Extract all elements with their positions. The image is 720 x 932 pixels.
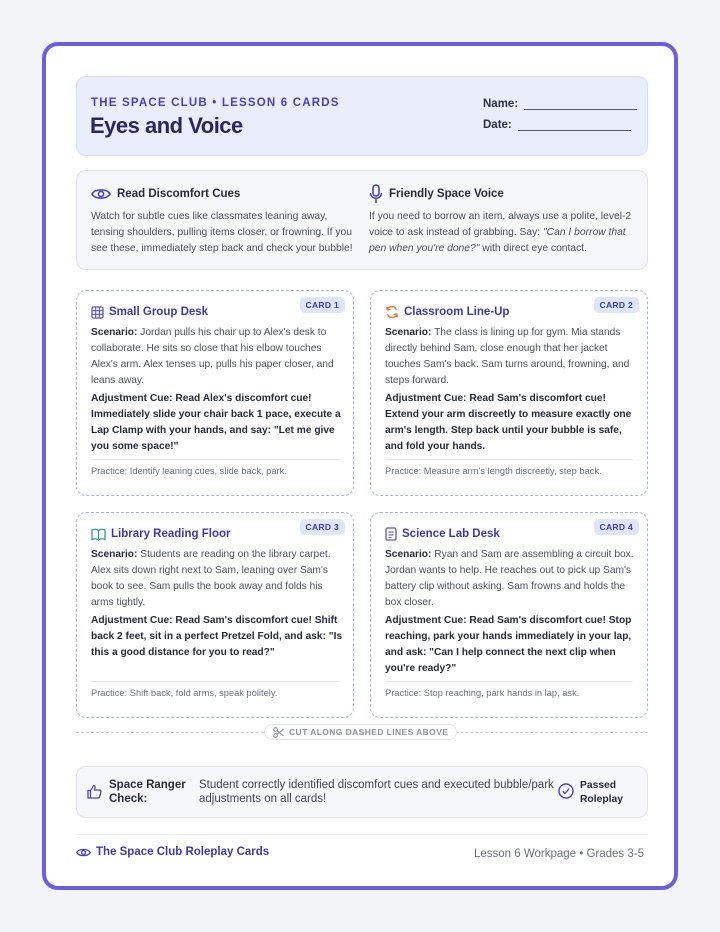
card-adjustment-cue: Adjustment Cue: Read Sam's discomfort cue! Extend your arm discreetly to measure exactly one arm's length. Step back until your bubble is safe, and fold your hands. — [385, 393, 632, 452]
tip-space-voice — [369, 183, 637, 257]
roleplay-card-4 — [370, 512, 648, 718]
card-practice: Practice: Identify leaning cues, slide back, park. — [91, 459, 339, 476]
thumbs-up-icon — [87, 784, 102, 799]
card-practice: Practice: Stop reaching, park hands in lap, ask. — [385, 681, 633, 698]
tip-body: If you need to borrow an item, always use a polite, level-2 voice to ask instead of grabbing. Say: "Can I borrow that pen when you're done?" with direct eye contact. — [369, 211, 632, 254]
tip-title: Friendly Space Voice — [389, 188, 504, 200]
scissors-icon — [273, 727, 284, 738]
card-adjustment-cue: Adjustment Cue: Read Sam's discomfort cue! Stop reaching, park your hands immediately in your lap, and ask: "Can I help connect the next clip when you're ready?" — [385, 615, 632, 674]
footer-brand: The Space Club Roleplay Cards — [96, 846, 270, 858]
page-title: Eyes and Voice — [90, 113, 243, 138]
card-scenario: Scenario: Students are reading on the library carpet. Alex sits down right next to Sam, leaning over Sam's book to see. Sam pulls the book away and folds his arms tightly. — [91, 549, 331, 608]
roleplay-card-2 — [370, 290, 648, 496]
date-line[interactable] — [518, 121, 631, 131]
card-practice: Practice: Measure arm's length discreetly, step back. — [385, 459, 633, 476]
microphone-icon — [369, 184, 383, 204]
roleplay-card-1 — [76, 290, 354, 496]
name-line[interactable] — [524, 100, 637, 110]
check-label: Space Ranger Check: — [109, 779, 186, 805]
card-scenario: Scenario: The class is lining up for gym. Mia stands directly behind Sam, close enough that her jacket touches Sam's back. Sam turns around, frowning, and steps forward. — [385, 327, 630, 386]
name-label: Name: — [483, 98, 519, 110]
worksheet — [42, 42, 678, 890]
card-badge: CARD 2 — [594, 297, 639, 313]
refresh-icon — [385, 305, 399, 319]
card-title: Library Reading Floor — [111, 528, 231, 540]
card-title: Science Lab Desk — [402, 528, 500, 540]
check-circle-icon[interactable] — [558, 783, 574, 799]
eye-icon — [91, 187, 111, 201]
card-scenario: Scenario: Jordan pulls his chair up to Alex's desk to collaborate. He sits so close that his elbow touches Alex's arm. Alex tenses up, pulls his paper closer, and leans away. — [91, 327, 334, 386]
card-badge: CARD 3 — [300, 519, 345, 535]
grid-icon — [91, 306, 104, 319]
tips-panel — [76, 170, 648, 270]
passed-roleplay-label: Passed Roleplay — [580, 780, 623, 805]
card-scenario: Scenario: Ryan and Sam are assembling a circuit box. Jordan wants to help. He reaches out to pick up Sam's battery clip without asking. Sam frowns and holds the box closer. — [385, 549, 634, 608]
card-adjustment-cue: Adjustment Cue: Read Alex's discomfort cue! Immediately slide your chair back 1 pace, execute a Lap Clamp with your hands, and say: "Let me give you some space!" — [91, 393, 341, 452]
tip-body: Watch for subtle cues like classmates leaning away, tensing shoulders, pulling items closer, or frowning. If you see these, immediately step back and check your bubble! — [91, 211, 353, 254]
space-ranger-check — [76, 766, 648, 818]
card-badge: CARD 4 — [594, 519, 639, 535]
footer-lesson-info: Lesson 6 Workpage • Grades 3-5 — [473, 848, 644, 860]
card-title: Small Group Desk — [109, 306, 209, 318]
book-icon — [91, 528, 106, 541]
card-badge: CARD 1 — [300, 297, 345, 313]
check-description: Student correctly identified discomfort cues and executed bubble/park adjustments on all cards! — [199, 779, 554, 805]
clipboard-icon — [385, 527, 397, 541]
tip-discomfort-cues — [91, 183, 359, 257]
date-field[interactable] — [483, 119, 631, 131]
footer-divider — [76, 834, 648, 835]
tip-title: Read Discomfort Cues — [117, 188, 241, 200]
header-panel — [76, 76, 648, 156]
eye-icon — [76, 847, 91, 858]
footer-brand-block — [76, 846, 269, 858]
roleplay-card-3 — [76, 512, 354, 718]
card-adjustment-cue: Adjustment Cue: Read Sam's discomfort cue! Shift back 2 feet, sit in a perfect Pretzel Fold, and ask: "Is this a good distance for you to read?" — [91, 615, 343, 658]
card-practice: Practice: Shift back, fold arms, speak politely. — [91, 681, 339, 698]
cut-label: CUT ALONG DASHED LINES ABOVE — [264, 724, 457, 740]
date-label: Date: — [483, 119, 512, 131]
name-field[interactable] — [483, 98, 637, 110]
card-title: Classroom Line-Up — [404, 306, 510, 318]
header-eyebrow: THE SPACE CLUB • LESSON 6 CARDS — [91, 97, 340, 109]
